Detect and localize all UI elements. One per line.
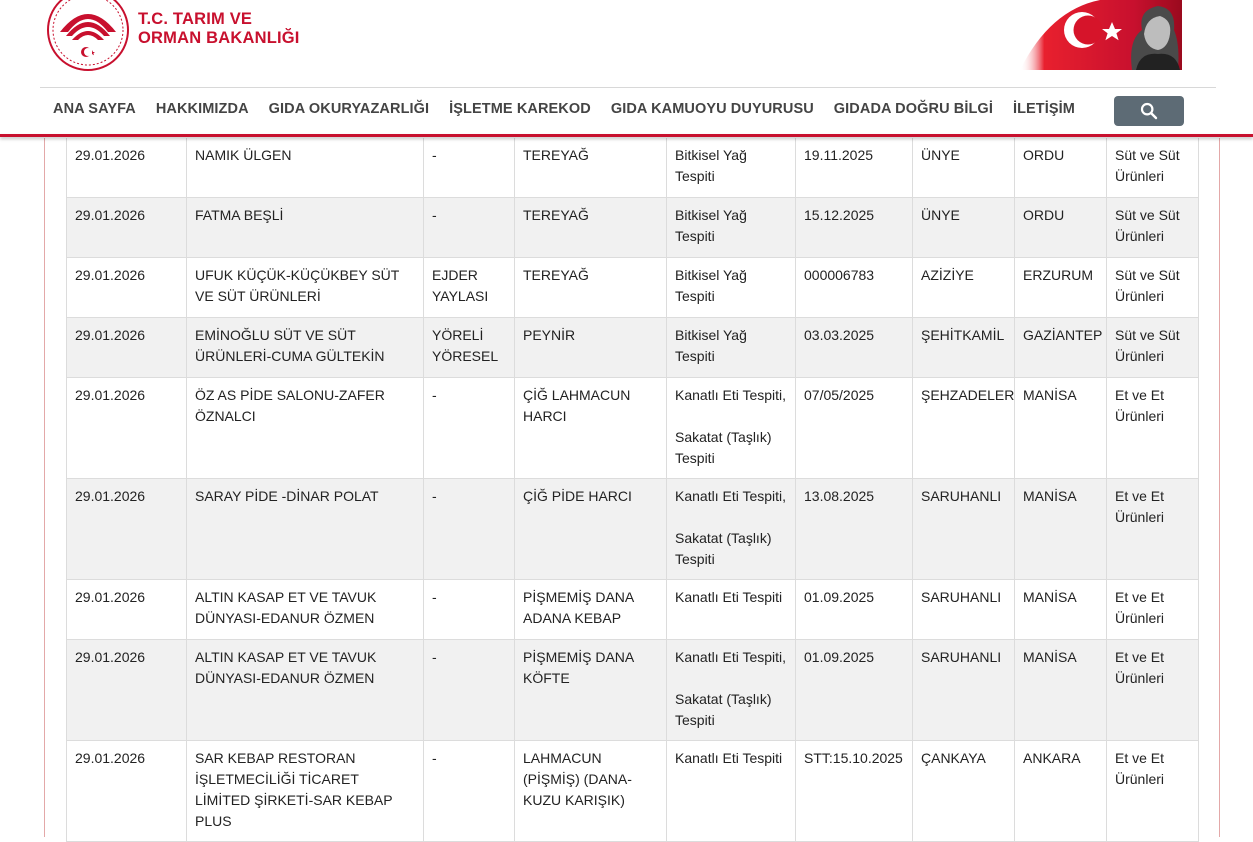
cell-company: ALTIN KASAP ET VE TAVUK DÜNYASI-EDANUR ÖZMEN xyxy=(187,640,424,741)
table-row xyxy=(67,258,1199,318)
cell-issue-line: Bitkisel Yağ Tespiti xyxy=(675,327,747,364)
cell-brand: - xyxy=(424,640,515,741)
cell-district: ÇANKAYA xyxy=(913,741,1015,842)
cell-date: 29.01.2026 xyxy=(67,318,187,378)
cell-group: Süt ve Süt Ürünleri xyxy=(1107,318,1199,378)
cell-issue xyxy=(667,198,796,258)
cell-batch: 03.03.2025 xyxy=(796,318,913,378)
cell-issue xyxy=(667,640,796,741)
table-row xyxy=(67,580,1199,640)
ministry-name-line1: T.C. TARIM VE xyxy=(138,10,253,28)
cell-group: Süt ve Süt Ürünleri xyxy=(1107,258,1199,318)
cell-province: ORDU xyxy=(1015,138,1107,198)
cell-company: EMİNOĞLU SÜT VE SÜT ÜRÜNLERİ-CUMA GÜLTEKİN xyxy=(187,318,424,378)
cell-province: MANİSA xyxy=(1015,378,1107,479)
cell-batch: 19.11.2025 xyxy=(796,138,913,198)
search-button[interactable] xyxy=(1114,96,1184,126)
search-icon xyxy=(1140,102,1158,120)
ministry-name[interactable] xyxy=(138,10,300,48)
cell-issue-line: Kanatlı Eti Tespiti xyxy=(675,750,783,766)
cell-product: PEYNİR xyxy=(515,318,667,378)
cell-issue-line: Sakatat (Taşlık) Tespiti xyxy=(675,429,772,466)
cell-date: 29.01.2026 xyxy=(67,138,187,198)
cell-date: 29.01.2026 xyxy=(67,640,187,741)
header-red-rule xyxy=(0,134,1253,137)
cell-batch: 01.09.2025 xyxy=(796,580,913,640)
cell-product: PİŞMEMİŞ DANA KÖFTE xyxy=(515,640,667,741)
table-row xyxy=(67,640,1199,741)
cell-group: Et ve Et Ürünleri xyxy=(1107,580,1199,640)
announcement-table xyxy=(66,137,1198,842)
cell-date: 29.01.2026 xyxy=(67,741,187,842)
cell-issue-line: Kanatlı Eti Tespiti, xyxy=(675,649,787,665)
cell-product: ÇİĞ PİDE HARCI xyxy=(515,479,667,580)
cell-batch: 07/05/2025 xyxy=(796,378,913,479)
cell-group: Et ve Et Ürünleri xyxy=(1107,640,1199,741)
cell-product: PİŞMEMİŞ DANA ADANA KEBAP xyxy=(515,580,667,640)
cell-product: TEREYAĞ xyxy=(515,198,667,258)
cell-province: GAZİANTEP xyxy=(1015,318,1107,378)
cell-batch: 01.09.2025 xyxy=(796,640,913,741)
cell-issue-line: Bitkisel Yağ Tespiti xyxy=(675,147,747,184)
cell-province: ANKARA xyxy=(1015,741,1107,842)
table-row xyxy=(67,198,1199,258)
cell-district: SARUHANLI xyxy=(913,640,1015,741)
cell-issue xyxy=(667,258,796,318)
cell-company: NAMIK ÜLGEN xyxy=(187,138,424,198)
table-row xyxy=(67,378,1199,479)
nav-isletme-karekod[interactable]: İŞLETME KAREKOD xyxy=(449,101,591,117)
nav-ana-sayfa[interactable]: ANA SAYFA xyxy=(53,101,136,117)
cell-issue-line: Sakatat (Taşlık) Tespiti xyxy=(675,691,772,728)
nav-iletisim[interactable]: İLETİŞİM xyxy=(1012,101,1075,117)
cell-issue xyxy=(667,479,796,580)
cell-issue-line: Kanatlı Eti Tespiti xyxy=(675,589,783,605)
ministry-emblem-icon[interactable] xyxy=(46,0,130,72)
cell-batch: 15.12.2025 xyxy=(796,198,913,258)
table-row xyxy=(67,318,1199,378)
cell-province: ORDU xyxy=(1015,198,1107,258)
cell-district: SARUHANLI xyxy=(913,580,1015,640)
cell-company: UFUK KÜÇÜK-KÜÇÜKBEY SÜT VE SÜT ÜRÜNLERİ xyxy=(187,258,424,318)
cell-date: 29.01.2026 xyxy=(67,258,187,318)
cell-company: ALTIN KASAP ET VE TAVUK DÜNYASI-EDANUR ÖZMEN xyxy=(187,580,424,640)
cell-product: LAHMACUN (PİŞMİŞ) (DANA-KUZU KARIŞIK) xyxy=(515,741,667,842)
table-row xyxy=(67,741,1199,842)
cell-district: ŞEHZADELER xyxy=(913,378,1015,479)
cell-issue-line: Sakatat (Taşlık) Tespiti xyxy=(675,530,772,567)
cell-date: 29.01.2026 xyxy=(67,198,187,258)
cell-province: MANİSA xyxy=(1015,640,1107,741)
cell-district: ŞEHİTKAMİL xyxy=(913,318,1015,378)
flag-portrait-banner-icon xyxy=(1020,0,1182,70)
cell-brand: - xyxy=(424,138,515,198)
cell-brand: EJDER YAYLASI xyxy=(424,258,515,318)
cell-date: 29.01.2026 xyxy=(67,479,187,580)
cell-date: 29.01.2026 xyxy=(67,580,187,640)
cell-group: Süt ve Süt Ürünleri xyxy=(1107,138,1199,198)
cell-batch: STT:15.10.2025 xyxy=(796,741,913,842)
cell-group: Et ve Et Ürünleri xyxy=(1107,378,1199,479)
cell-product: TEREYAĞ xyxy=(515,138,667,198)
cell-issue xyxy=(667,378,796,479)
cell-issue-line: Bitkisel Yağ Tespiti xyxy=(675,207,747,244)
cell-product: ÇİĞ LAHMACUN HARCI xyxy=(515,378,667,479)
cell-issue-line: Bitkisel Yağ Tespiti xyxy=(675,267,747,304)
cell-brand: - xyxy=(424,198,515,258)
nav-gidada-dogru-bilgi[interactable]: GIDADA DOĞRU BİLGİ xyxy=(833,101,993,117)
cell-brand: - xyxy=(424,580,515,640)
cell-district: SARUHANLI xyxy=(913,479,1015,580)
ministry-name-line2: ORMAN BAKANLIĞI xyxy=(138,29,300,47)
cell-batch: 13.08.2025 xyxy=(796,479,913,580)
cell-group: Süt ve Süt Ürünleri xyxy=(1107,198,1199,258)
table-row xyxy=(67,479,1199,580)
cell-province: MANİSA xyxy=(1015,479,1107,580)
cell-company: SAR KEBAP RESTORAN İŞLETMECİLİĞİ TİCARET LİMİTED ŞİRKETİ-SAR KEBAP PLUS xyxy=(187,741,424,842)
cell-province: MANİSA xyxy=(1015,580,1107,640)
cell-batch: 000006783 xyxy=(796,258,913,318)
cell-brand: YÖRELİ YÖRESEL xyxy=(424,318,515,378)
cell-district: AZİZİYE xyxy=(913,258,1015,318)
cell-district: ÜNYE xyxy=(913,198,1015,258)
cell-company: ÖZ AS PİDE SALONU-ZAFER ÖZNALCI xyxy=(187,378,424,479)
cell-issue xyxy=(667,138,796,198)
table-row xyxy=(67,138,1199,198)
cell-group: Et ve Et Ürünleri xyxy=(1107,741,1199,842)
cell-brand: - xyxy=(424,479,515,580)
cell-group: Et ve Et Ürünleri xyxy=(1107,479,1199,580)
main-navigation xyxy=(43,88,1085,130)
cell-company: SARAY PİDE -DİNAR POLAT xyxy=(187,479,424,580)
cell-issue xyxy=(667,741,796,842)
cell-issue-line: Kanatlı Eti Tespiti, xyxy=(675,488,787,504)
cell-province: ERZURUM xyxy=(1015,258,1107,318)
cell-brand: - xyxy=(424,378,515,479)
cell-brand: - xyxy=(424,741,515,842)
cell-date: 29.01.2026 xyxy=(67,378,187,479)
cell-product: TEREYAĞ xyxy=(515,258,667,318)
cell-company: FATMA BEŞLİ xyxy=(187,198,424,258)
cell-issue-line: Kanatlı Eti Tespiti, xyxy=(675,387,787,403)
cell-district: ÜNYE xyxy=(913,138,1015,198)
nav-hakkimizda[interactable]: HAKKIMIZDA xyxy=(155,101,249,117)
cell-issue xyxy=(667,580,796,640)
nav-gida-kamuoyu-duyurusu[interactable]: GIDA KAMUOYU DUYURUSU xyxy=(610,101,814,117)
cell-issue xyxy=(667,318,796,378)
nav-gida-okuryazarligi[interactable]: GIDA OKURYAZARLIĞI xyxy=(268,101,430,117)
site-header xyxy=(0,0,1253,138)
